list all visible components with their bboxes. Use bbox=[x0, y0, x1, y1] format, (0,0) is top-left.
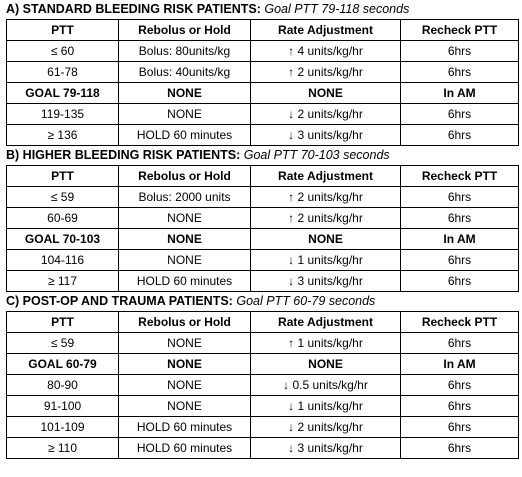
column-header: PTT bbox=[7, 312, 119, 333]
table-cell: 6hrs bbox=[401, 62, 519, 83]
table-cell: NONE bbox=[251, 229, 401, 250]
goal-row bbox=[7, 354, 519, 375]
column-header: Rebolus or Hold bbox=[119, 20, 251, 41]
table-cell: 80-90 bbox=[7, 375, 119, 396]
table-cell: ↓ 3 units/kg/hr bbox=[251, 271, 401, 292]
table-cell: ↓ 3 units/kg/hr bbox=[251, 125, 401, 146]
section-goal-text: Goal PTT 79-118 seconds bbox=[264, 2, 410, 16]
column-header: Rate Adjustment bbox=[251, 166, 401, 187]
table-cell: ↓ 1 units/kg/hr bbox=[251, 250, 401, 271]
table-cell: 6hrs bbox=[401, 417, 519, 438]
table-cell: ≥ 110 bbox=[7, 438, 119, 459]
table-cell: 91-100 bbox=[7, 396, 119, 417]
table-row bbox=[7, 396, 519, 417]
table-cell: 6hrs bbox=[401, 271, 519, 292]
column-header: Recheck PTT bbox=[401, 312, 519, 333]
table-cell: GOAL 60-79 bbox=[7, 354, 119, 375]
table-cell: NONE bbox=[119, 396, 251, 417]
table-cell: ≤ 59 bbox=[7, 333, 119, 354]
column-header: Recheck PTT bbox=[401, 166, 519, 187]
table-cell: In AM bbox=[401, 229, 519, 250]
table-cell: ↓ 3 units/kg/hr bbox=[251, 438, 401, 459]
table-cell: GOAL 79-118 bbox=[7, 83, 119, 104]
table-cell: 6hrs bbox=[401, 187, 519, 208]
section-title bbox=[0, 292, 522, 311]
table-cell: ↓ 2 units/kg/hr bbox=[251, 417, 401, 438]
dosing-table bbox=[6, 311, 519, 459]
goal-row bbox=[7, 229, 519, 250]
table-cell: In AM bbox=[401, 354, 519, 375]
table-cell: ≤ 59 bbox=[7, 187, 119, 208]
table-cell: Bolus: 2000 units bbox=[119, 187, 251, 208]
table-row bbox=[7, 125, 519, 146]
table-row bbox=[7, 375, 519, 396]
table-row bbox=[7, 187, 519, 208]
table-header-row bbox=[7, 20, 519, 41]
table-cell: ↓ 1 units/kg/hr bbox=[251, 396, 401, 417]
table-cell: GOAL 70-103 bbox=[7, 229, 119, 250]
table-cell: ↑ 2 units/kg/hr bbox=[251, 62, 401, 83]
table-row bbox=[7, 62, 519, 83]
section-title-label: A) STANDARD BLEEDING RISK PATIENTS: bbox=[6, 2, 261, 16]
section-title bbox=[0, 146, 522, 165]
dosing-table bbox=[6, 19, 519, 146]
section-goal-text: Goal PTT 70-103 seconds bbox=[243, 148, 390, 162]
table-row bbox=[7, 208, 519, 229]
table-cell: 6hrs bbox=[401, 208, 519, 229]
table-cell: 6hrs bbox=[401, 250, 519, 271]
table-cell: ↓ 2 units/kg/hr bbox=[251, 104, 401, 125]
table-cell: 6hrs bbox=[401, 104, 519, 125]
table-cell: ↑ 2 units/kg/hr bbox=[251, 187, 401, 208]
table-cell: NONE bbox=[119, 83, 251, 104]
table-cell: NONE bbox=[119, 104, 251, 125]
table-cell: 6hrs bbox=[401, 375, 519, 396]
column-header: Rate Adjustment bbox=[251, 312, 401, 333]
table-cell: Bolus: 80units/kg bbox=[119, 41, 251, 62]
table-row bbox=[7, 333, 519, 354]
table-cell: HOLD 60 minutes bbox=[119, 438, 251, 459]
table-header-row bbox=[7, 166, 519, 187]
column-header: PTT bbox=[7, 166, 119, 187]
table-cell: NONE bbox=[119, 333, 251, 354]
table-cell: 119-135 bbox=[7, 104, 119, 125]
table-cell: NONE bbox=[251, 83, 401, 104]
table-cell: ≤ 60 bbox=[7, 41, 119, 62]
table-cell: NONE bbox=[119, 354, 251, 375]
table-cell: HOLD 60 minutes bbox=[119, 271, 251, 292]
table-row bbox=[7, 41, 519, 62]
dosing-table bbox=[6, 165, 519, 292]
table-cell: 61-78 bbox=[7, 62, 119, 83]
table-cell: 6hrs bbox=[401, 438, 519, 459]
table-cell: ↑ 2 units/kg/hr bbox=[251, 208, 401, 229]
table-cell: NONE bbox=[119, 208, 251, 229]
table-cell: NONE bbox=[119, 250, 251, 271]
table-row bbox=[7, 104, 519, 125]
table-row bbox=[7, 417, 519, 438]
table-cell: Bolus: 40units/kg bbox=[119, 62, 251, 83]
table-cell: ↑ 1 units/kg/hr bbox=[251, 333, 401, 354]
section-goal-text: Goal PTT 60-79 seconds bbox=[236, 294, 376, 308]
table-row bbox=[7, 250, 519, 271]
table-cell: ≥ 117 bbox=[7, 271, 119, 292]
table-cell: NONE bbox=[119, 229, 251, 250]
table-cell: 6hrs bbox=[401, 125, 519, 146]
column-header: Recheck PTT bbox=[401, 20, 519, 41]
column-header: Rebolus or Hold bbox=[119, 166, 251, 187]
table-cell: HOLD 60 minutes bbox=[119, 125, 251, 146]
table-cell: In AM bbox=[401, 83, 519, 104]
table-cell: HOLD 60 minutes bbox=[119, 417, 251, 438]
table-cell: 101-109 bbox=[7, 417, 119, 438]
table-cell: 6hrs bbox=[401, 396, 519, 417]
table-cell: 60-69 bbox=[7, 208, 119, 229]
section-title-label: C) POST-OP AND TRAUMA PATIENTS: bbox=[6, 294, 233, 308]
table-cell: ≥ 136 bbox=[7, 125, 119, 146]
table-cell: 104-116 bbox=[7, 250, 119, 271]
table-header-row bbox=[7, 312, 519, 333]
column-header: PTT bbox=[7, 20, 119, 41]
table-row bbox=[7, 271, 519, 292]
column-header: Rebolus or Hold bbox=[119, 312, 251, 333]
section-title-label: B) HIGHER BLEEDING RISK PATIENTS: bbox=[6, 148, 241, 162]
table-cell: ↑ 4 units/kg/hr bbox=[251, 41, 401, 62]
table-cell: NONE bbox=[251, 354, 401, 375]
column-header: Rate Adjustment bbox=[251, 20, 401, 41]
goal-row bbox=[7, 83, 519, 104]
table-cell: 6hrs bbox=[401, 333, 519, 354]
table-row bbox=[7, 438, 519, 459]
table-cell: ↓ 0.5 units/kg/hr bbox=[251, 375, 401, 396]
section-title bbox=[0, 0, 522, 19]
table-cell: 6hrs bbox=[401, 41, 519, 62]
table-cell: NONE bbox=[119, 375, 251, 396]
